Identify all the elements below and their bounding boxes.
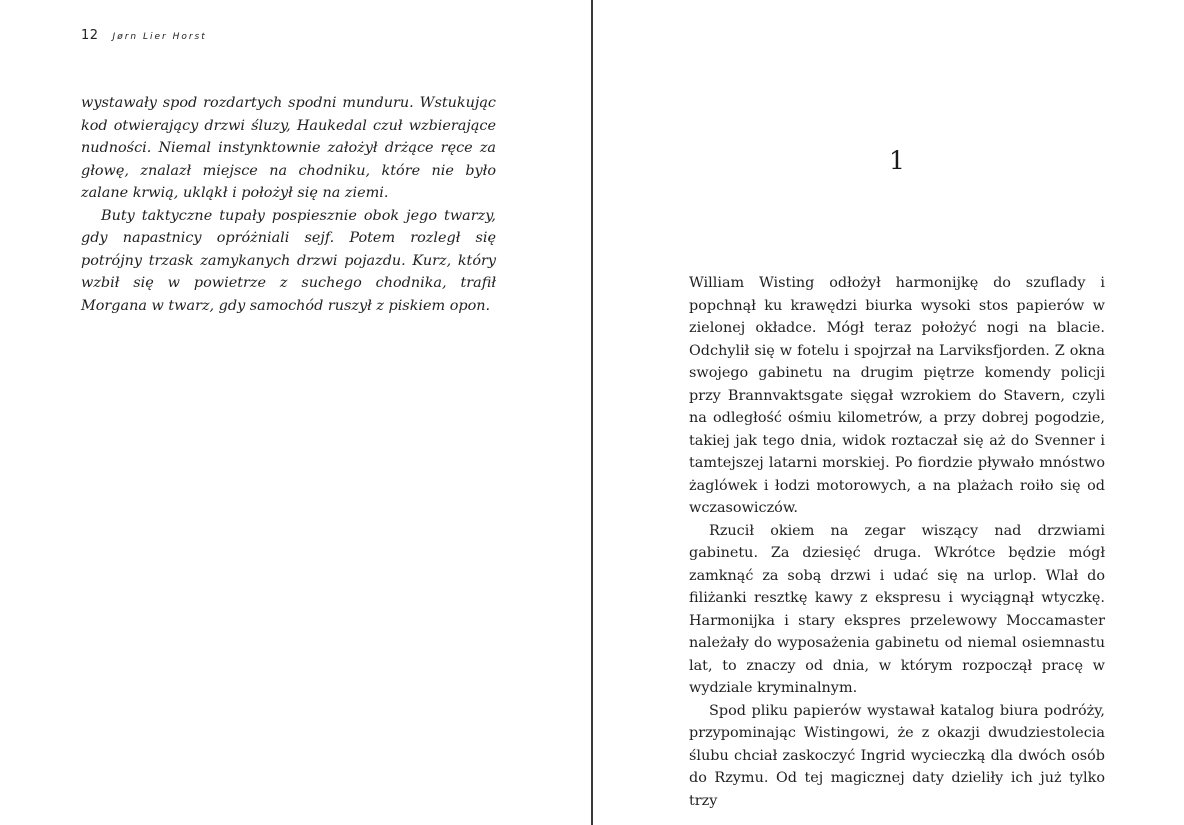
right-page <box>594 0 1184 825</box>
book-gutter <box>591 0 593 825</box>
paragraph: Rzucił okiem na zegar wiszący nad drzwiami gabinetu. Za dziesięć druga. Wkrótce będzie mógł zamknąć za sobą drzwi i udać się na urlop. Wlał do filiżanki resztkę kawy z ekspresu i wyciągnął wtyczkę. Harmonijka i stary ekspres przelewowy Moccamaster należały do wyposażenia gabinetu od niemal osiemnastu lat, to znaczy od dnia, w którym rozpoczął pracę w wydziale kryminalnym. <box>689 522 1105 696</box>
paragraph: William Wisting odłożył harmonijkę do szuflady i popchnął ku krawędzi biurka wysoki stos papierów w zielonej okładce. Mógł teraz położyć nogi na blacie. Odchylił się w fotelu i spojrzał na Larviksfjorden. Z okna swojego gabinetu na drugim piętrze komendy policji przy Brannvaktsgate sięgał wzrokiem do Stavern, czyli na odległość ośmiu kilometrów, a przy dobrej pogodzie, takiej jak tego dnia, widok roztaczał się aż do Svenner i tamtejszej latarni morskiej. Po fiordzie pływało mnóstwo żaglówek i łodzi motorowych, a na plażach roiło się od wczasowiczów. <box>689 275 1105 516</box>
paragraph: wystawały spod rozdartych spodni munduru. Wstukując kod otwierający drzwi śluzy, Haukedal czuł wzbierające nudności. Niemal instynktownie założył drżące ręce za głowę, znalazł miejsce na chodniku, które nie było zalane krwią, ukląkł i położył się na ziemi. <box>81 95 496 201</box>
chapter-number: 1 <box>889 146 905 175</box>
right-page-text <box>689 272 1105 812</box>
paragraph: Buty taktyczne tupały pospiesznie obok jego twarzy, gdy napastnicy opróżniali sejf. Potem rozległ się potrójny trzask zamykanych drzwi pojazdu. Kurz, który wzbił się w powietrze z suchego chodnika, trafił Morgana w twarz, gdy samochód ruszył z piskiem opon. <box>81 207 496 314</box>
author-name: Jørn Lier Horst <box>112 32 207 42</box>
paragraph: Spod pliku papierów wystawał katalog biura podróży, przypominając Wistingowi, że z okazji dwudziestolecia ślubu chciał zaskoczyć Ingrid wycieczką dla dwóch osób do Rzymu. Od tej magicznej daty dzieliły ich już tylko trzy <box>689 702 1105 809</box>
left-page-text <box>81 92 496 317</box>
running-head <box>81 28 207 43</box>
page-number: 12 <box>81 28 99 43</box>
